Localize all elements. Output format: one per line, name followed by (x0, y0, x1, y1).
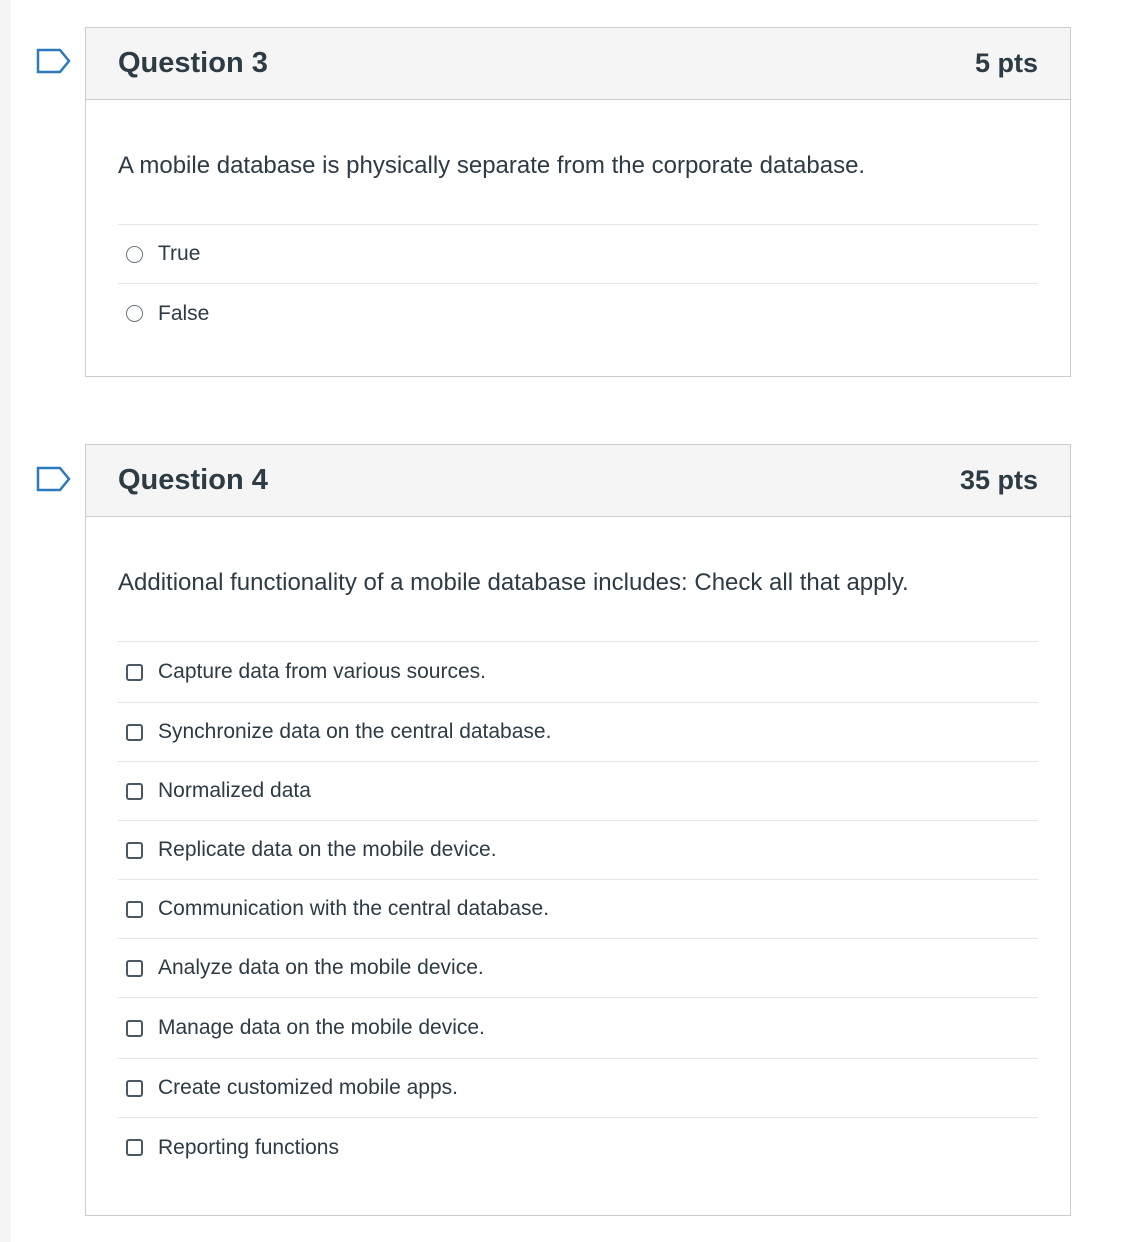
answer-option[interactable] (118, 642, 1038, 703)
flag-question-icon[interactable] (36, 466, 72, 492)
checkbox[interactable] (126, 783, 143, 800)
checkbox[interactable] (126, 1080, 143, 1097)
answer-list (118, 641, 1038, 1177)
answer-option[interactable] (118, 998, 1038, 1059)
answer-label: Create customized mobile apps. (158, 1076, 458, 1099)
checkbox[interactable] (126, 664, 143, 681)
left-rail (0, 0, 11, 1242)
radio-button[interactable] (126, 246, 143, 263)
question-points: 5 pts (974, 48, 1038, 78)
question-title: Question 3 (118, 47, 268, 79)
answer-label: Synchronize data on the central database. (158, 720, 552, 743)
question-body (86, 100, 1070, 343)
checkbox[interactable] (126, 960, 143, 977)
question-header (86, 28, 1070, 100)
answer-label: Replicate data on the mobile device. (158, 838, 497, 861)
answer-label: Reporting functions (158, 1135, 339, 1159)
checkbox[interactable] (126, 724, 143, 741)
answer-option[interactable] (118, 703, 1038, 762)
answer-option[interactable] (118, 225, 1038, 284)
answer-label: Normalized data (158, 779, 311, 802)
question-points: 35 pts (959, 465, 1038, 495)
answer-option[interactable] (118, 1118, 1038, 1177)
question-title: Question 4 (118, 464, 268, 496)
answer-option[interactable] (118, 1059, 1038, 1118)
checkbox[interactable] (126, 901, 143, 918)
answer-list (118, 224, 1038, 343)
answer-option[interactable] (118, 821, 1038, 880)
checkbox[interactable] (126, 1139, 143, 1156)
radio-button[interactable] (126, 305, 143, 322)
question-card (85, 444, 1071, 1216)
answer-label: Capture data from various sources. (158, 660, 486, 683)
answer-option[interactable] (118, 762, 1038, 821)
question-body (86, 517, 1070, 1177)
checkbox[interactable] (126, 1020, 143, 1037)
question-text: A mobile database is physically separate from the corporate database. (118, 152, 866, 179)
answer-label: Analyze data on the mobile device. (158, 956, 484, 979)
question-card (85, 27, 1071, 377)
answer-label: Communication with the central database. (158, 897, 550, 920)
answer-option[interactable] (118, 284, 1038, 343)
flag-question-icon[interactable] (36, 48, 72, 74)
answer-option[interactable] (118, 880, 1038, 939)
answer-label: Manage data on the mobile device. (158, 1016, 485, 1039)
answer-label: False (158, 301, 210, 325)
question-header (86, 445, 1070, 517)
checkbox[interactable] (126, 842, 143, 859)
answer-label: True (158, 242, 201, 265)
question-text: Additional functionality of a mobile database includes: Check all that apply. (118, 569, 909, 596)
answer-option[interactable] (118, 939, 1038, 998)
